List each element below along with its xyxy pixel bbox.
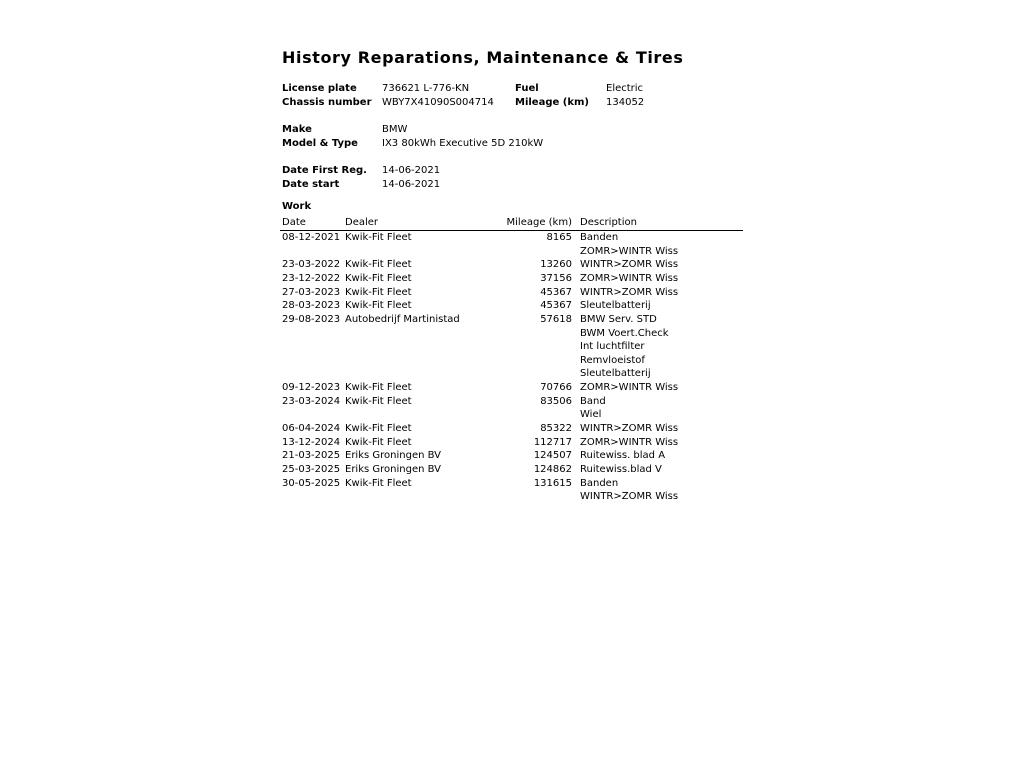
row-dealer: Eriks Groningen BV [345,450,442,462]
description-line: ZOMR>WINTR Wiss [580,272,679,284]
description-line: Sleutelbatterij [580,300,651,312]
row-date: 21-03-2025 [282,450,341,462]
description-line: Ruitewiss.blad V [580,463,662,475]
date-start-label: Date start [282,179,340,190]
row-mileage: 13260 [540,259,572,271]
table-row [280,395,743,422]
row-date: 09-12-2023 [282,382,341,394]
table-row [280,449,743,463]
description-line: Banden [580,477,619,489]
row-mileage: 45367 [540,300,572,312]
row-date: 23-03-2022 [282,259,341,271]
row-mileage: 112717 [533,436,572,448]
row-dealer: Kwik-Fit Fleet [345,423,412,435]
description-line: BWM Voert.Check [580,327,669,339]
row-description [580,381,678,395]
column-header-mileage: Mileage (km) [506,217,572,228]
row-description [580,272,678,286]
row-mileage: 131615 [533,477,572,489]
first-reg-value: 14-06-2021 [382,165,441,176]
row-mileage: 124507 [533,450,572,462]
table-row [280,313,743,381]
table-row [280,463,743,477]
row-description [580,258,678,272]
row-dealer: Kwik-Fit Fleet [345,300,412,312]
row-mileage: 85322 [540,423,572,435]
model-type-label: Model & Type [282,138,358,149]
row-mileage: 83506 [540,395,572,407]
description-line: WINTR>ZOMR Wiss [580,259,679,271]
description-line: Remvloeistof [580,354,645,366]
mileage-value: 134052 [606,97,645,108]
row-description [580,286,678,300]
row-dealer: Kwik-Fit Fleet [345,477,412,489]
description-line: WINTR>ZOMR Wiss [580,286,679,298]
table-row [280,477,743,504]
row-date: 25-03-2025 [282,463,341,475]
description-line: WINTR>ZOMR Wiss [580,491,679,503]
work-section-title: Work [282,201,312,212]
table-row [280,231,743,258]
model-type-value: IX3 80kWh Executive 5D 210kW [382,138,544,149]
row-dealer: Kwik-Fit Fleet [345,436,412,448]
row-dealer: Eriks Groningen BV [345,463,442,475]
table-row [280,381,743,395]
row-date: 08-12-2021 [282,232,341,243]
column-header-date: Date [282,217,306,228]
fuel-value: Electric [606,83,644,94]
row-mileage: 8165 [546,232,572,243]
row-date: 28-03-2023 [282,300,341,312]
description-line: ZOMR>WINTR Wiss [580,436,679,448]
row-mileage: 37156 [540,272,572,284]
row-dealer: Kwik-Fit Fleet [345,395,412,407]
row-dealer: Autobedrijf Martinistad [345,313,460,325]
description-line: ZOMR>WINTR Wiss [580,245,679,257]
license-plate-label: License plate [282,83,357,94]
table-row [280,436,743,450]
column-header-description: Description [580,217,637,228]
description-line: WINTR>ZOMR Wiss [580,423,679,435]
table-row [280,422,743,436]
row-description [580,477,678,504]
page-title: History Reparations, Maintenance & Tires [282,48,684,67]
description-line: Band [580,395,606,407]
row-date: 13-12-2024 [282,436,341,448]
row-dealer: Kwik-Fit Fleet [345,272,412,284]
row-date: 23-12-2022 [282,272,341,284]
chassis-number-value: WBY7X41090S004714 [382,97,494,108]
description-line: Wiel [580,409,602,421]
fuel-label: Fuel [515,83,539,94]
description-line: Sleutelbatterij [580,368,651,380]
make-label: Make [282,124,312,135]
work-table [280,216,743,504]
row-description [580,422,678,436]
row-mileage: 57618 [540,313,572,325]
row-description [580,313,669,381]
table-row [280,299,743,313]
work-table-body [280,231,743,504]
row-date: 23-03-2024 [282,395,341,407]
description-line: BMW Serv. STD [580,313,657,325]
row-description [580,231,678,258]
row-dealer: Kwik-Fit Fleet [345,286,412,298]
description-line: Banden [580,232,619,243]
table-row [280,258,743,272]
row-dealer: Kwik-Fit Fleet [345,232,412,243]
row-date: 06-04-2024 [282,423,341,435]
mileage-label: Mileage (km) [515,97,589,108]
make-value: BMW [382,124,408,135]
table-row [280,272,743,286]
date-start-value: 14-06-2021 [382,179,441,190]
row-description [580,436,678,450]
row-description [580,299,651,313]
row-dealer: Kwik-Fit Fleet [345,382,412,394]
row-date: 27-03-2023 [282,286,341,298]
work-table-header [280,216,743,231]
table-row [280,286,743,300]
row-description [580,449,665,463]
description-line: Ruitewiss. blad A [580,450,666,462]
description-line: Int luchtfilter [580,341,645,353]
row-description [580,395,606,422]
license-plate-value: 736621 L-776-KN [382,83,470,94]
row-mileage: 45367 [540,286,572,298]
row-description [580,463,662,477]
chassis-number-label: Chassis number [282,97,372,108]
row-mileage: 124862 [533,463,572,475]
column-header-dealer: Dealer [345,217,379,228]
row-date: 29-08-2023 [282,313,341,325]
row-date: 30-05-2025 [282,477,341,489]
row-mileage: 70766 [540,382,572,394]
description-line: ZOMR>WINTR Wiss [580,382,679,394]
row-dealer: Kwik-Fit Fleet [345,259,412,271]
first-reg-label: Date First Reg. [282,165,367,176]
